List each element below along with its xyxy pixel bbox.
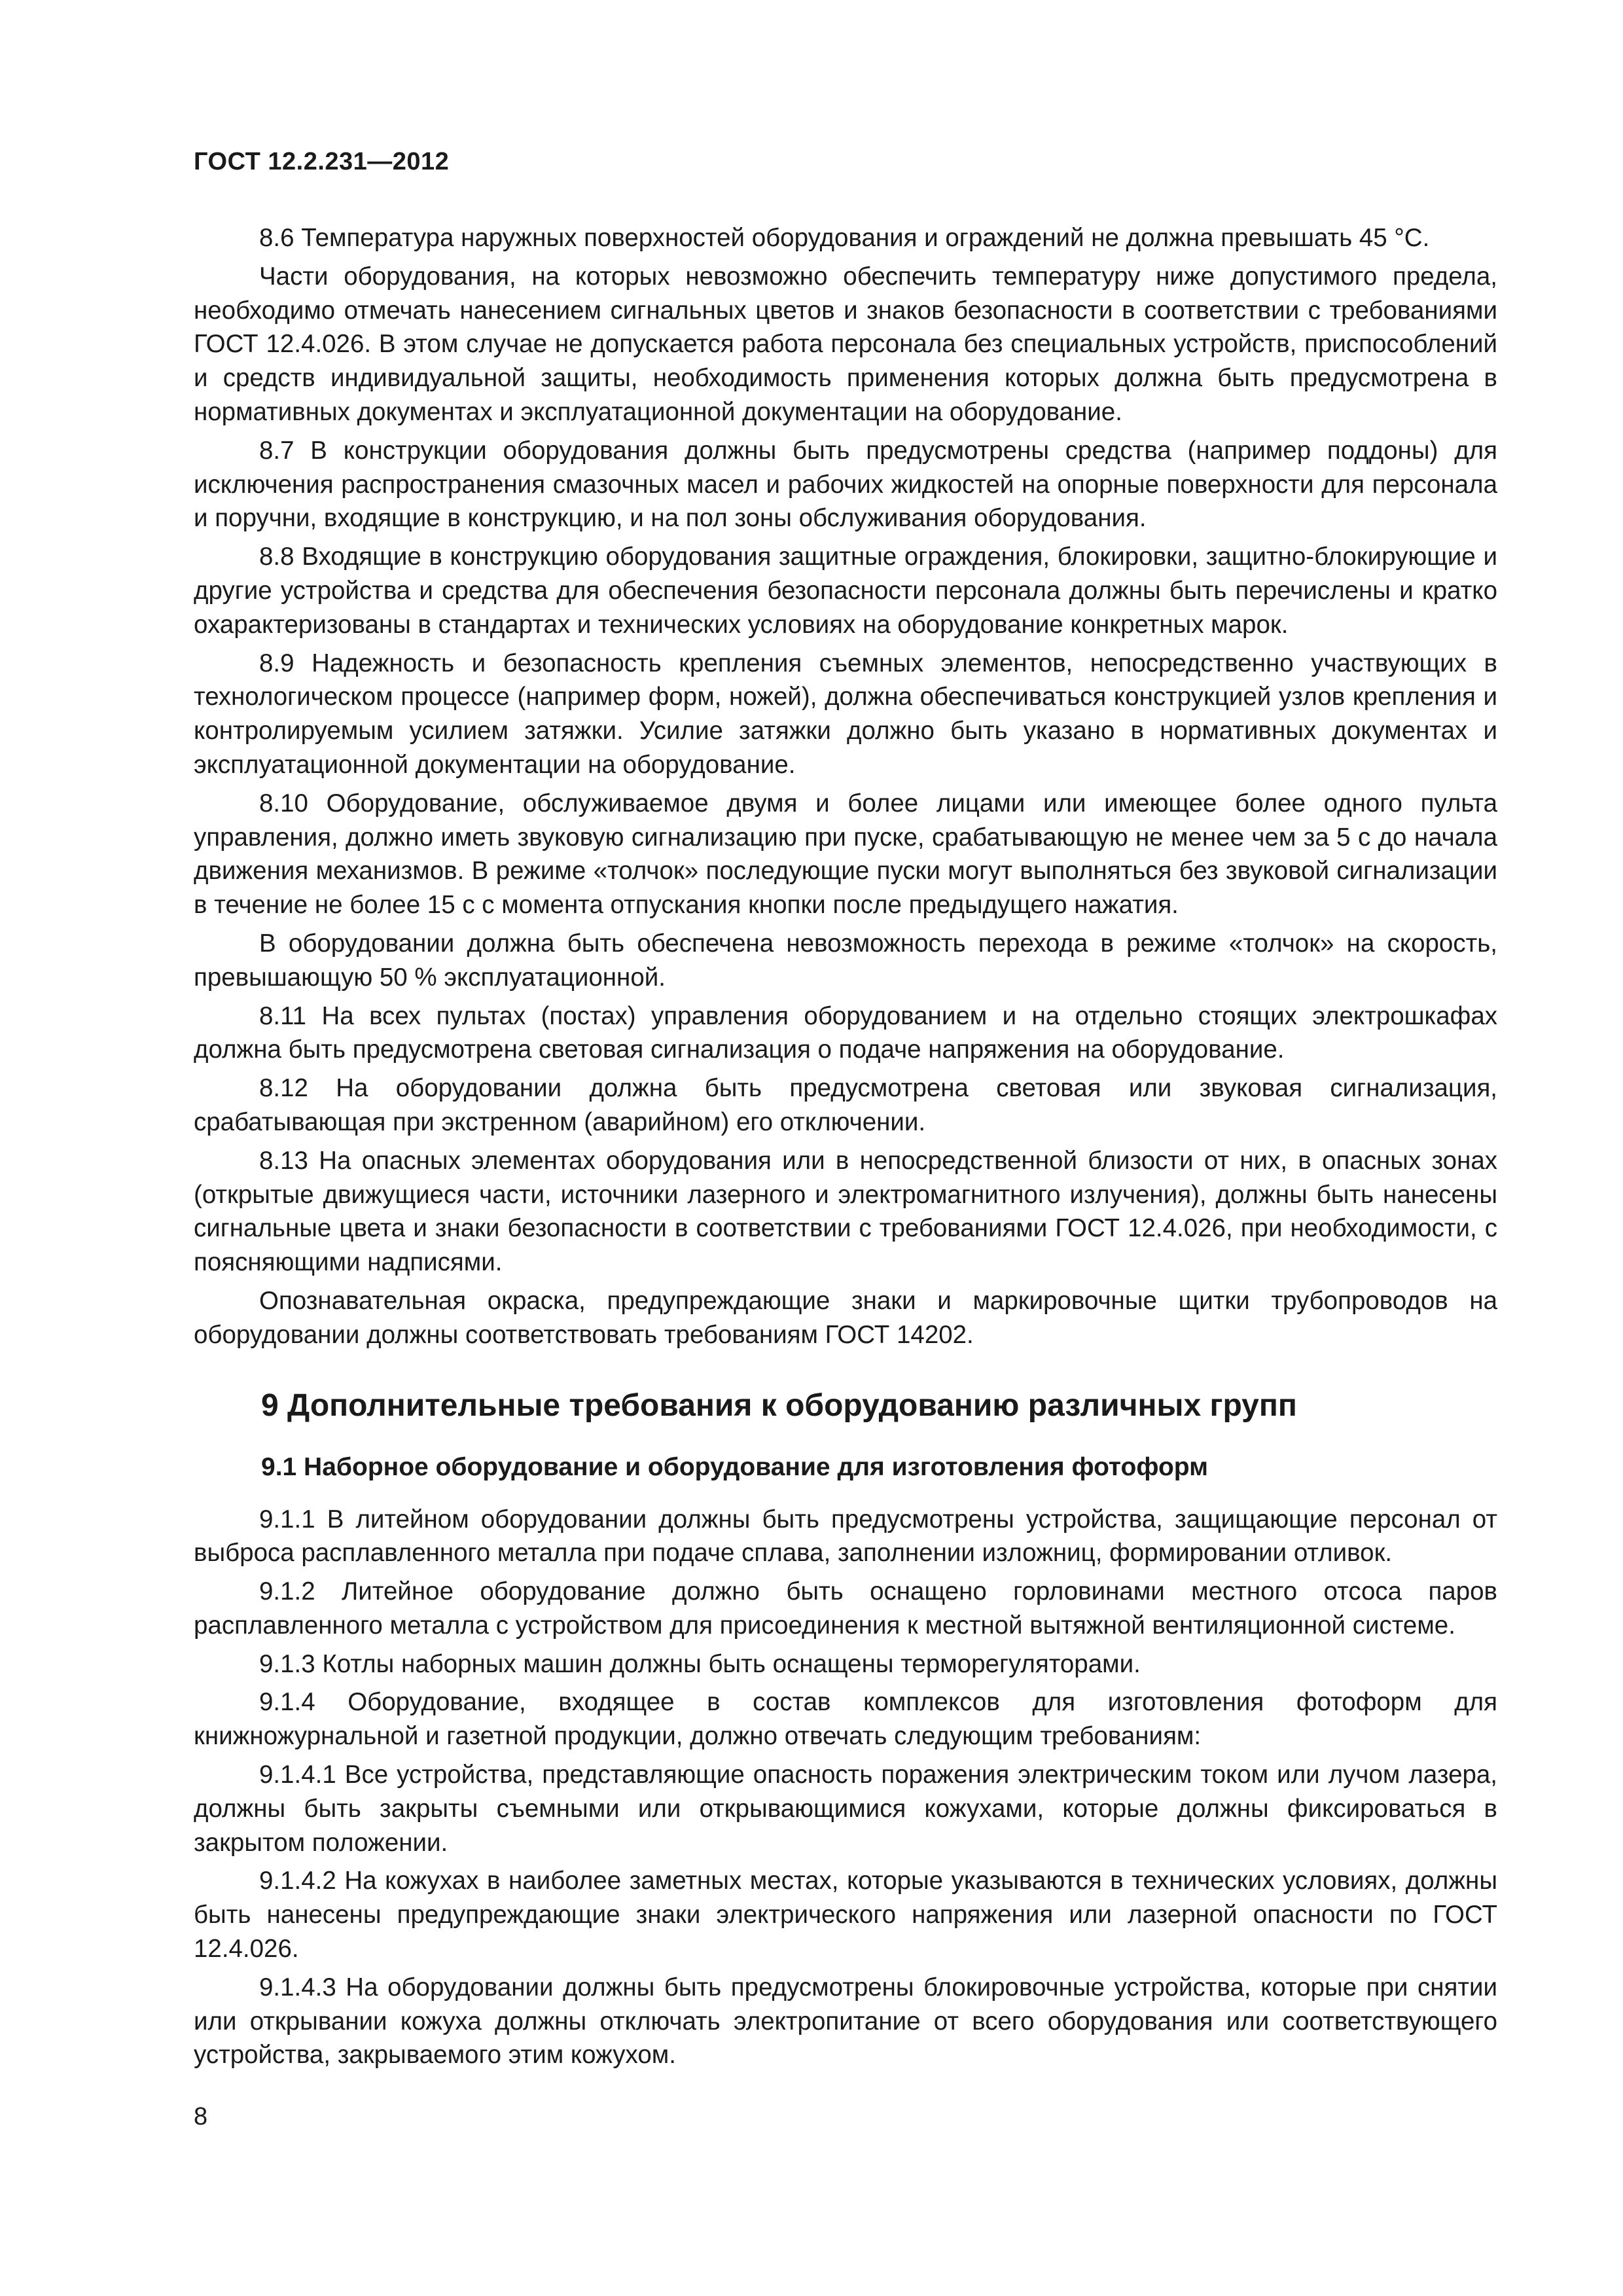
document-code-header: ГОСТ 12.2.231—2012 bbox=[194, 148, 450, 175]
paragraph-8-13-continued: Опознавательная окраска, предупреждающие знаки и маркировочные щитки трубопроводов на оборудовании должны соответствовать требованиям ГОСТ 14202. bbox=[194, 1286, 1497, 1349]
paragraph-9-1-4-3: 9.1.4.3 На оборудовании должны быть предусмотрены блокировочные устройства, которые при снятии или открывании кожуха должны отключать электропитание от всего оборудования или соответствующего устройства, закрываемого этим кожухом. bbox=[194, 1973, 1497, 2070]
page-number: 8 bbox=[194, 2103, 208, 2130]
document-body bbox=[194, 221, 1497, 2077]
section-9-title: 9 Дополнительные требования к оборудованию различных групп bbox=[261, 1388, 1297, 1423]
paragraph-9-1-1: 9.1.1 В литейном оборудовании должны быть предусмотрены устройства, защищающие персонал от выброса расплавленного металла при подаче сплава, заполнении изложниц, формировании отливок. bbox=[194, 1505, 1497, 1568]
paragraph-8-6-continued: Части оборудования, на которых невозможно обеспечить температуру ниже допустимого предела, необходимо отмечать нанесением сигнальных цветов и знаков безопасности в соответствии с требованиями ГОСТ 12.4.026. В этом случае не допускается работа персонала без специальных устройств, приспособлений и средств индивидуальной защиты, необходимость применения которых должна быть предусмотрена в нормативных документах и эксплуатационной документации на оборудование. bbox=[194, 262, 1497, 426]
paragraph-9-1-2: 9.1.2 Литейное оборудование должно быть оснащено горловинами местного отсоса паров расплавленного металла с устройством для присоединения к местной вытяжной вентиляционной системе. bbox=[194, 1577, 1497, 1640]
paragraph-8-13: 8.13 На опасных элементах оборудования или в непосредственной близости от них, в опасных зонах (открытые движущиеся части, источники лазерного и электромагнитного излучения), должны быть нанесены сигнальные цвета и знаки безопасности в соответствии с требованиями ГОСТ 12.4.026, при необходимости, с поясняющими надписями. bbox=[194, 1146, 1497, 1277]
paragraph-8-11: 8.11 На всех пультах (постах) управления оборудованием и на отдельно стоящих электрошкафах должна быть предусмотрена световая сигнализация о подаче напряжения на оборудование. bbox=[194, 1001, 1497, 1064]
paragraph-9-1-4-1: 9.1.4.1 Все устройства, представляющие опасность поражения электрическим током или лучом лазера, должны быть закрыты съемными или открывающимися кожухами, которые должны фиксироваться в закрытом положении. bbox=[194, 1761, 1497, 1857]
paragraph-8-10: 8.10 Оборудование, обслуживаемое двумя и более лицами или имеющее более одного пульта управления, должно иметь звуковую сигнализацию при пуске, срабатывающую не менее чем за 5 с до начала движения механизмов. В режиме «толчок» последующие пуски могут выполняться без звуковой сигнализации в течение не более 15 с с момента отпускания кнопки после предыдущего нажатия. bbox=[194, 789, 1497, 920]
paragraph-8-8: 8.8 Входящие в конструкцию оборудования защитные ограждения, блокировки, защитно-блокирующие и другие устройства и средства для обеспечения безопасности персонала должны быть перечислены и кратко охарактеризованы в стандартах и технических условиях на оборудование конкретных марок. bbox=[194, 543, 1497, 639]
paragraph-8-9: 8.9 Надежность и безопасность крепления съемных элементов, непосредственно участвующих в технологическом процессе (например форм, ножей), должна обеспечиваться конструкцией узлов крепления и контролируемым усилием затяжки. Усилие затяжки должно быть указано в нормативных документах и эксплуатационной документации на оборудование. bbox=[194, 649, 1497, 779]
paragraph-8-6: 8.6 Температура наружных поверхностей оборудования и ограждений не должна превышать 45 °С. bbox=[259, 224, 1430, 252]
paragraph-8-10-continued: В оборудовании должна быть обеспечена невозможность перехода в режиме «толчок» на скорость, превышающую 50 % эксплуатационной. bbox=[194, 929, 1497, 992]
paragraph-8-7: 8.7 В конструкции оборудования должны быть предусмотрены средства (например поддоны) для исключения распространения смазочных масел и рабочих жидкостей на опорные поверхности для персонала и поручни, входящие в конструкцию, и на пол зоны обслуживания оборудования. bbox=[194, 436, 1497, 533]
paragraph-9-1-4: 9.1.4 Оборудование, входящее в состав комплексов для изготовления фотоформ для книжножурнальной и газетной продукции, должно отвечать следующим требованиям: bbox=[194, 1688, 1497, 1751]
subsection-9-1-title: 9.1 Наборное оборудование и оборудование для изготовления фотоформ bbox=[261, 1452, 1208, 1481]
paragraph-9-1-4-2: 9.1.4.2 На кожухах в наиболее заметных местах, которые указываются в технических условиях, должны быть нанесены предупреждающие знаки электрического напряжения или лазерной опасности по ГОСТ 12.4.026. bbox=[194, 1867, 1497, 1964]
paragraph-8-12: 8.12 На оборудовании должна быть предусмотрена световая или звуковая сигнализация, срабатывающая при экстренном (аварийном) его отключении. bbox=[194, 1074, 1497, 1136]
paragraph-9-1-3: 9.1.3 Котлы наборных машин должны быть оснащены терморегуляторами. bbox=[259, 1649, 1141, 1678]
